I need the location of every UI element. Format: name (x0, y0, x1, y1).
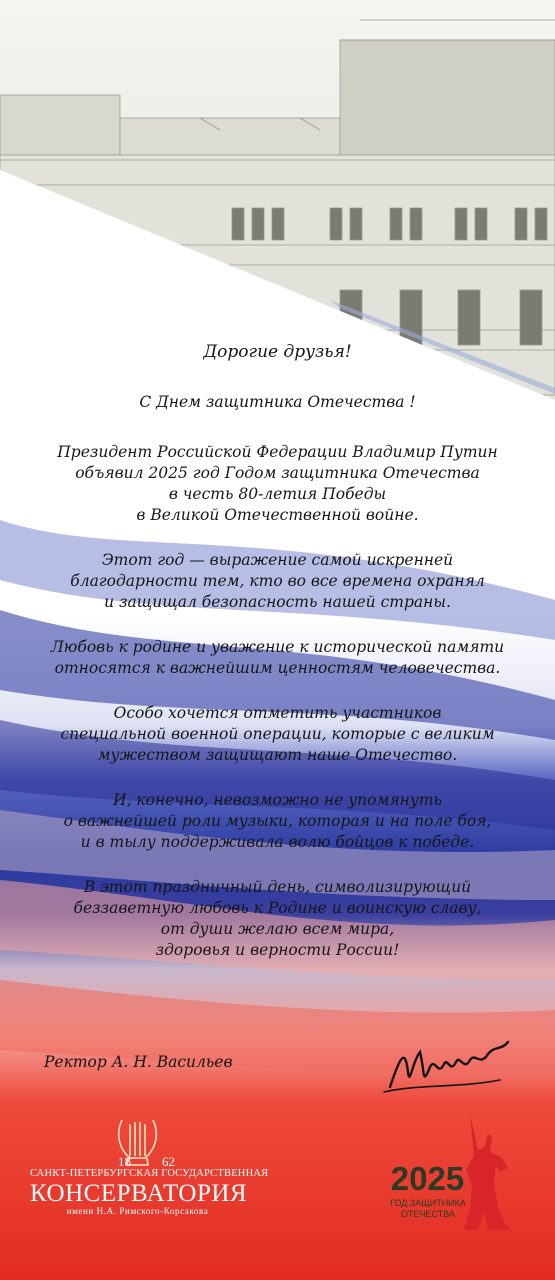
paragraph-line: здоровья и верности России! (155, 941, 400, 959)
paragraph (0, 637, 555, 679)
paragraph-line: Этот год — выражение самой искренней (101, 551, 454, 569)
paragraph-line: беззаветную любовь к Родине и воинскую славу, (73, 899, 482, 917)
logo-year-left: 18 (118, 1154, 131, 1169)
paragraph (0, 877, 555, 961)
paragraph-line: от души желаю всем мира, (160, 920, 395, 938)
handwritten-signature (380, 1032, 520, 1102)
paragraph (0, 790, 555, 853)
logo-name-top: САНКТ-ПЕТЕРБУРГСКАЯ ГОСУДАРСТВЕННАЯ (30, 1168, 269, 1179)
paragraph (0, 550, 555, 613)
greeting-subtitle: С Днем защитника Отечества ! (139, 393, 416, 411)
rector-signature-line: Ректор А. Н. Васильев (44, 1053, 233, 1071)
logo-name-main: КОНСЕРВАТОРИЯ (30, 1180, 248, 1207)
paragraph-line: объявил 2025 год Годом защитника Отечества (75, 464, 480, 482)
year-caption-line: ГОД ЗАЩИТНИКА (390, 1198, 466, 1208)
paragraph-line: И, конечно, невозможно не упомянуть (113, 791, 442, 809)
paragraph-line: Любовь к родине и уважение к исторической памяти (50, 638, 505, 656)
paragraph-line: Особо хочется отметить участников (113, 704, 442, 722)
logo-name-bottom: имени Н.А. Римского-Корсакова (66, 1206, 209, 1216)
paragraph (0, 442, 555, 526)
paragraph-line: относятся к важнейшим ценностям человечества. (54, 659, 501, 677)
paragraph-line: и в тылу поддерживала волю бойцов к победе. (80, 833, 475, 851)
paragraph-line: и защищал безопасность нашей страны. (104, 593, 451, 611)
monument-icon (448, 1112, 523, 1232)
paragraph-line: Президент Российской Федерации Владимир Путин (57, 443, 498, 461)
paragraph-line: в Великой Отечественной войне. (136, 506, 419, 524)
paragraph-line: благодарности тем, кто во все времена охранял (70, 572, 485, 590)
paragraph-line: о важнейшей роли музыки, которая и на поле боя, (63, 812, 492, 830)
paragraph-line: специальной военной операции, которые с великим (60, 725, 495, 743)
greeting-body (0, 442, 555, 985)
paragraph-line: мужеством защищают наше Отечество. (97, 746, 458, 764)
paragraph (0, 703, 555, 766)
logo-year-right: 62 (162, 1154, 175, 1169)
year-caption-line: ОТЕЧЕСТВА (401, 1209, 455, 1219)
paragraph-line: В этот праздничный день, символизирующий (83, 878, 472, 896)
paragraph-line: в честь 80-летия Победы (168, 485, 387, 503)
year-badge: 2025 (390, 1160, 465, 1197)
greeting-title: Дорогие друзья! (203, 342, 352, 362)
